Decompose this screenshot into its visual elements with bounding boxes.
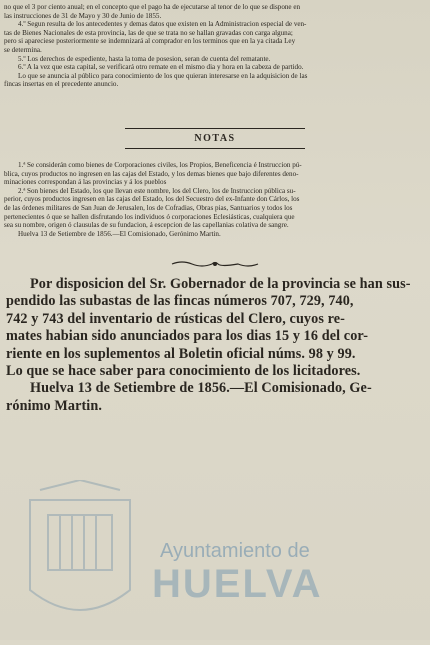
text-line: Lo que se anuncia al público para conocimiento de los que quieran interesarse en la adquisicion de las (18, 71, 308, 80)
suspension-notice (6, 276, 424, 415)
text-line: tas de Bienes Nacionales de esta provincia, las de que se trata no se hallan gravadas con carga alguna; (4, 28, 293, 37)
notas-section (4, 161, 426, 238)
notice-line: Por disposicion del Sr. Gobernador de la provincia se han sus- (30, 276, 411, 292)
text-line: de las órdenes militares de San Juan de Jerusalen, los de Cofradias, Obras pias, Santuarios y todos los (4, 203, 293, 212)
watermark-line-1: Ayuntamiento de (160, 540, 310, 562)
notice-line: pendido las subastas de las fincas números 707, 729, 740, (6, 293, 354, 310)
notice-line: Huelva 13 de Setiembre de 1856.—El Comisionado, Ge- (30, 380, 372, 397)
divider (125, 128, 305, 129)
notice-line: mates habian sido anunciados para los dias 15 y 16 del cor- (6, 328, 369, 345)
text-line: 1.ª Se considerán como bienes de Corporaciones civiles, los Propios, Beneficencia é Instruccion pú- (18, 161, 302, 169)
notice-line: riente en los suplementos al Boletin oficial núms. 98 y 99. (6, 345, 356, 362)
text-line: perior, cuyos productos ingresen en las cajas del Estado, los del Secuestro del ex-Infante don Cárlos, los (4, 195, 300, 204)
notice-line: rónimo Martin. (6, 397, 102, 414)
text-line: blica, cuyos productos no ingresen en las cajas del Estado, y los demas bienes que bajo diferentes deno- (4, 169, 299, 178)
notas-heading: NOTAS (194, 133, 236, 144)
watermark-line-2: HUELVA (152, 562, 323, 606)
text-line: 6.º A la vez que esta capital, se verificará otro remate en el mismo dia y hora en la cabeza de partido. (18, 63, 304, 72)
divider (125, 148, 305, 149)
notice-line: Lo que se hace saber para conocimiento de los licitadores. (6, 363, 361, 380)
text-line: se determina. (4, 45, 42, 54)
text-line: 2.ª Son bienes del Estado, los que llevan este nombre, los del Clero, los de Instruccion pública su- (18, 186, 296, 195)
signature-line: Huelva 13 de Setiembre de 1856.—El Comisionado, Gerónimo Martin. (18, 229, 221, 238)
text-line: pero si apareciese posteriormente se indemnizará al comprador en los terminos que en la ya citada Ley (4, 37, 296, 46)
text-line: sea su nombre, origen ó clausulas de su fundacion, á escepcion de las capellanias colativa de sangre. (4, 221, 289, 230)
ornament-divider (170, 260, 260, 268)
text-line: las instrucciones de 31 de Mayo y 30 de Junio de 1855. (4, 11, 162, 20)
top-paragraph (4, 3, 426, 89)
text-line: no que el 3 por ciento anual; en el concepto que el pago ha de ejecutarse al tenor de lo que se dispone en (4, 3, 301, 11)
text-line: fincas insertas en el precedente anuncio. (4, 80, 119, 89)
text-line: 4.º Segun resulta de los antecedentes y demas datos que existen en la Administracion especial de ven- (18, 20, 307, 29)
text-line: minaciones correspondan á las provincias y á los pueblos (4, 178, 167, 187)
notice-line: 742 y 743 del inventario de rústicas del Clero, cuyos re- (6, 310, 345, 327)
text-line: 5.º Los derechos de espediente, hasta la toma de posesion, seran de cuenta del rematante. (18, 54, 271, 63)
text-line: pertenecientes ó que se hallen disfrutando los individuos ó corporaciones Eclesiásticas, cualquiera que (4, 212, 295, 221)
